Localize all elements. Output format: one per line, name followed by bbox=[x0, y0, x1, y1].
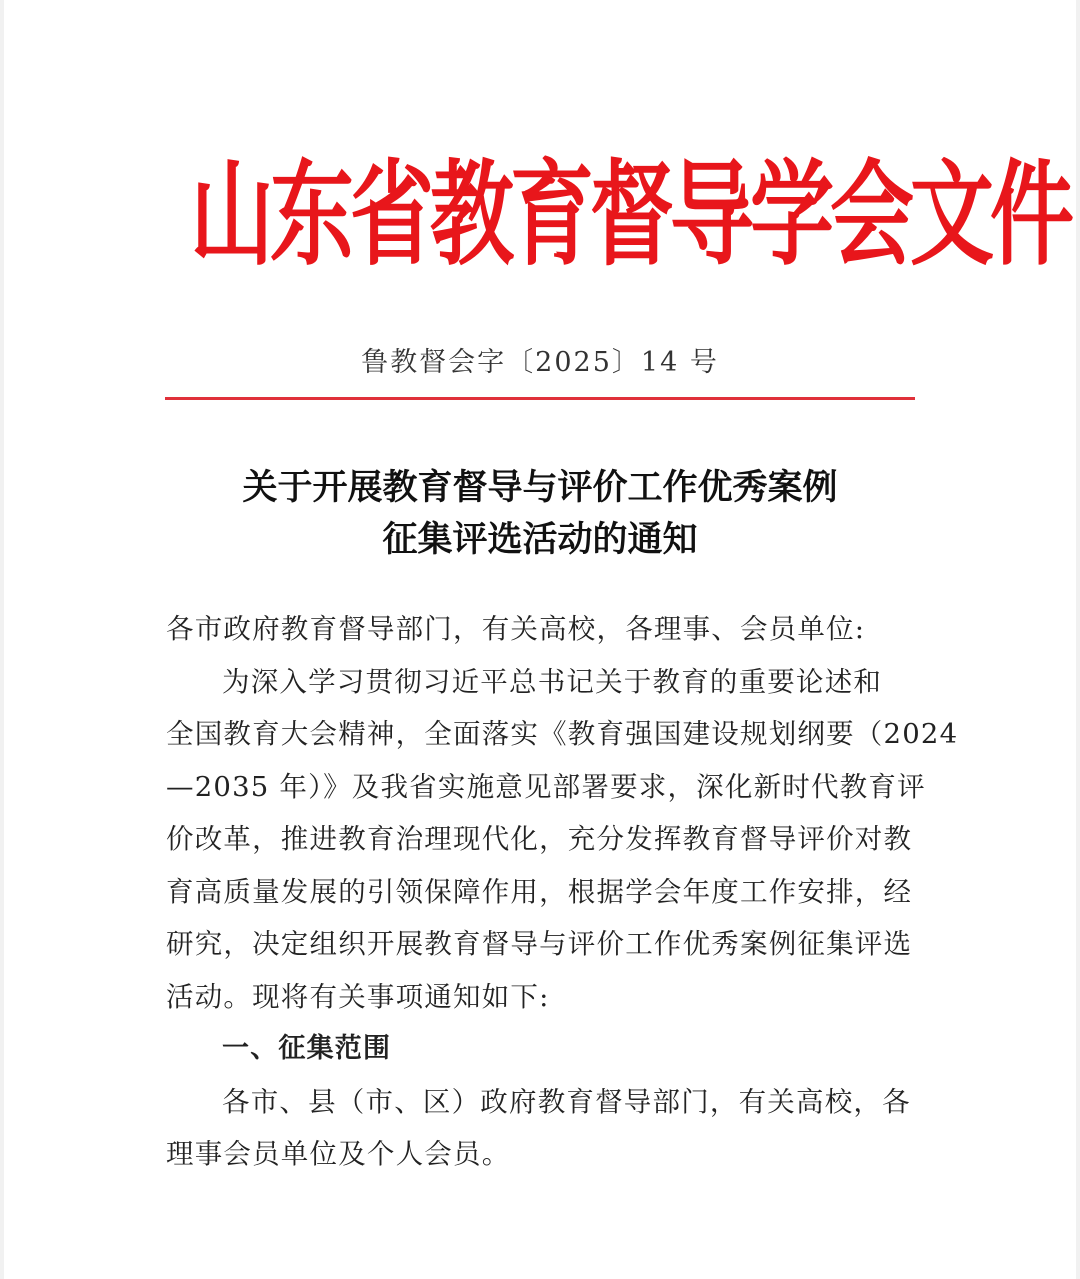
paragraph-line: 全国教育大会精神，全面落实《教育强国建设规划纲要（2024 bbox=[166, 718, 959, 750]
paragraph-line: 为深入学习贯彻习近平总书记关于教育的重要论述和 bbox=[222, 665, 883, 698]
paragraph-line: —2035 年）》及我省实施意见部署要求，深化新时代教育评 bbox=[166, 770, 926, 803]
section-text-line: 理事会员单位及个人会员。 bbox=[166, 1138, 511, 1170]
section-text-line: 各市、县（市、区）政府教育督导部门，有关高校，各 bbox=[222, 1085, 911, 1118]
salutation: 各市政府教育督导部门，有关高校，各理事、会员单位: bbox=[166, 613, 866, 645]
document-masthead: 山东省教育督导学会文件 bbox=[190, 147, 1071, 282]
paragraph-line: 研究，决定组织开展教育督导与评价工作优秀案例征集评选 bbox=[166, 928, 913, 960]
document-body bbox=[166, 603, 959, 1181]
section-heading-scope: 一、征集范围 bbox=[222, 1033, 392, 1064]
paragraph-line: 价改革，推进教育治理现代化，充分发挥教育督导评价对教 bbox=[166, 823, 913, 855]
document-number: 鲁教督会字〔2025〕14 号 bbox=[361, 347, 719, 378]
document-title bbox=[166, 462, 914, 566]
title-line-1: 关于开展教育督导与评价工作优秀案例 bbox=[242, 467, 838, 508]
page-edge-right bbox=[1076, 0, 1080, 1279]
red-divider-rule bbox=[165, 397, 915, 400]
page-edge-left bbox=[0, 0, 4, 1279]
paragraph-line: 活动。现将有关事项通知如下: bbox=[166, 980, 550, 1013]
paragraph-line: 育高质量发展的引领保障作用，根据学会年度工作安排，经 bbox=[166, 875, 913, 908]
title-line-2: 征集评选活动的通知 bbox=[382, 519, 698, 560]
